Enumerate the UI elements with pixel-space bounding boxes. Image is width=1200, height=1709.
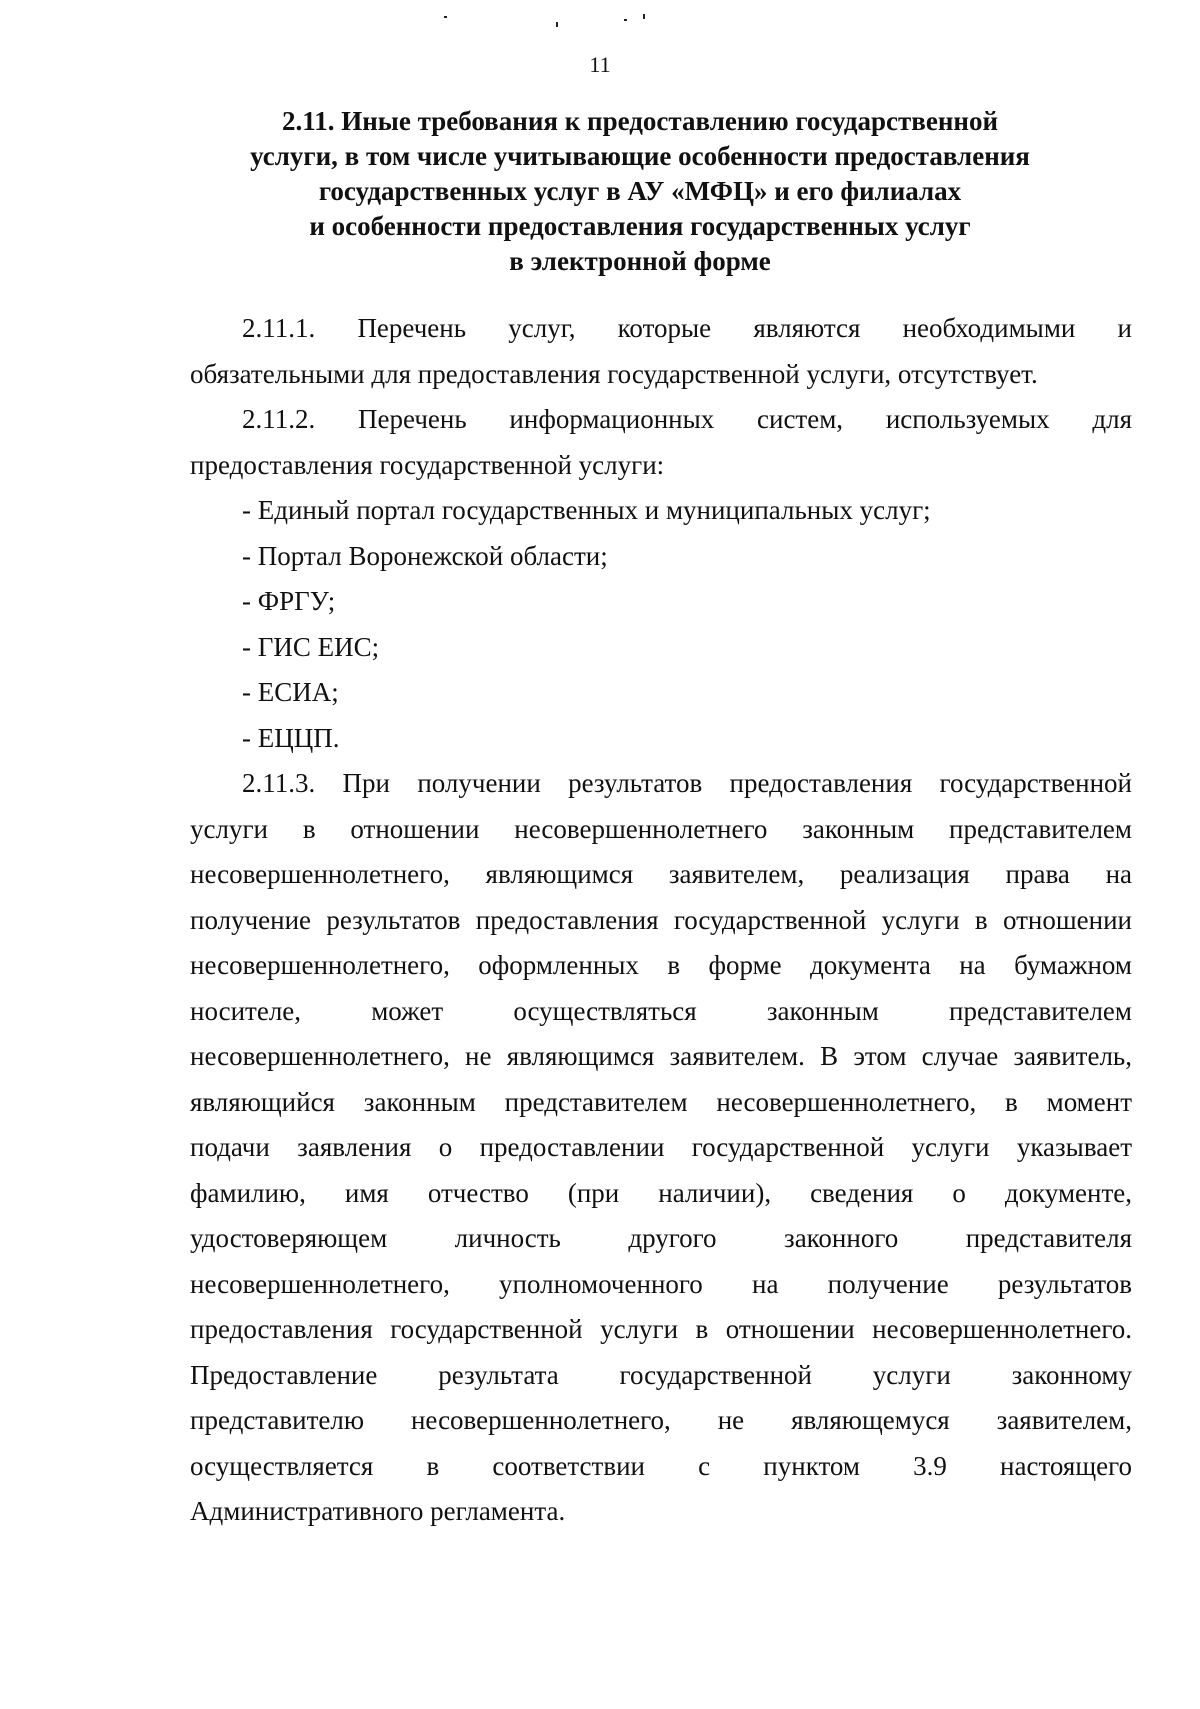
text-line: получение результатов предоставления государственной услуги в отношении [190,904,1132,935]
text-line: 2.11.2. Перечень информационных систем, используемых для [242,404,1132,434]
paragraph-2-11-2 [190,397,1132,488]
list-item: - ФРГУ; [242,586,336,616]
text-line: фамилию, имя отчество (при наличии), сведения о документе, [190,1177,1132,1208]
text-line: удостоверяющем личность другого законного представителя [190,1223,1132,1253]
heading-line: государственных услуг в АУ «МФЦ» и его филиалах [318,176,962,206]
text-line: 2.11.3. При получении результатов предоставления государственной [242,768,1132,798]
text-line: несовершеннолетнего, оформленных в форме документа на бумажном [190,950,1132,980]
heading-line: и особенности предоставления государственных услуг [309,211,971,241]
list-item: - Портал Воронежской области; [242,540,608,571]
list-item: - ЕЦЦП. [242,722,340,753]
heading-line: в электронной форме [509,246,771,276]
text-line: представителю несовершеннолетнего, не являющемуся заявителем, [190,1405,1132,1435]
page-number: 11 [589,52,611,77]
text-line: предоставления государственной услуги: [190,449,665,480]
text-line: предоставления государственной услуги в отношении несовершеннолетнего. [190,1314,1132,1344]
text-line: 2.11.1. Перечень услуг, которые являются необходимыми и [242,313,1132,343]
heading-line: 2.11. Иные требования к предоставлению государственной [281,106,998,136]
scan-artifact-marks [0,10,1200,34]
list-item: - Единый портал государственных и муниципальных услуг; [242,495,931,525]
text-line: Административного регламента. [190,1496,566,1526]
paragraph-2-11-3 [190,761,1132,1535]
text-line: несовершеннолетнего, уполномоченного на получение результатов [190,1268,1132,1299]
systems-list [190,488,1132,761]
list-item: - ГИС ЕИС; [242,631,380,662]
text-line: подачи заявления о предоставлении государственной услуги указывает [190,1132,1132,1162]
section-heading [190,104,1090,279]
heading-line: услуги, в том числе учитывающие особенности предоставления [250,141,1030,171]
text-line: обязательными для предоставления государственной услуги, отсутствует. [190,358,1038,389]
text-line: являющийся законным представителем несовершеннолетнего, в момент [190,1086,1132,1117]
text-line: осуществляется в соответствии с пунктом 3.9 настоящего [190,1450,1132,1481]
text-line: услуги в отношении несовершеннолетнего законным представителем [190,813,1132,844]
text-line: носителе, может осуществляться законным представителем [190,995,1132,1026]
text-line: несовершеннолетнего, являющимся заявителем, реализация права на [190,859,1132,889]
paragraph-2-11-1 [190,306,1132,397]
text-line: Предоставление результата государственной услуги законному [190,1359,1132,1390]
document-body [190,306,1132,1535]
text-line: несовершеннолетнего, не являющимся заявителем. В этом случае заявитель, [190,1041,1132,1071]
list-item: - ЕСИА; [242,677,339,707]
